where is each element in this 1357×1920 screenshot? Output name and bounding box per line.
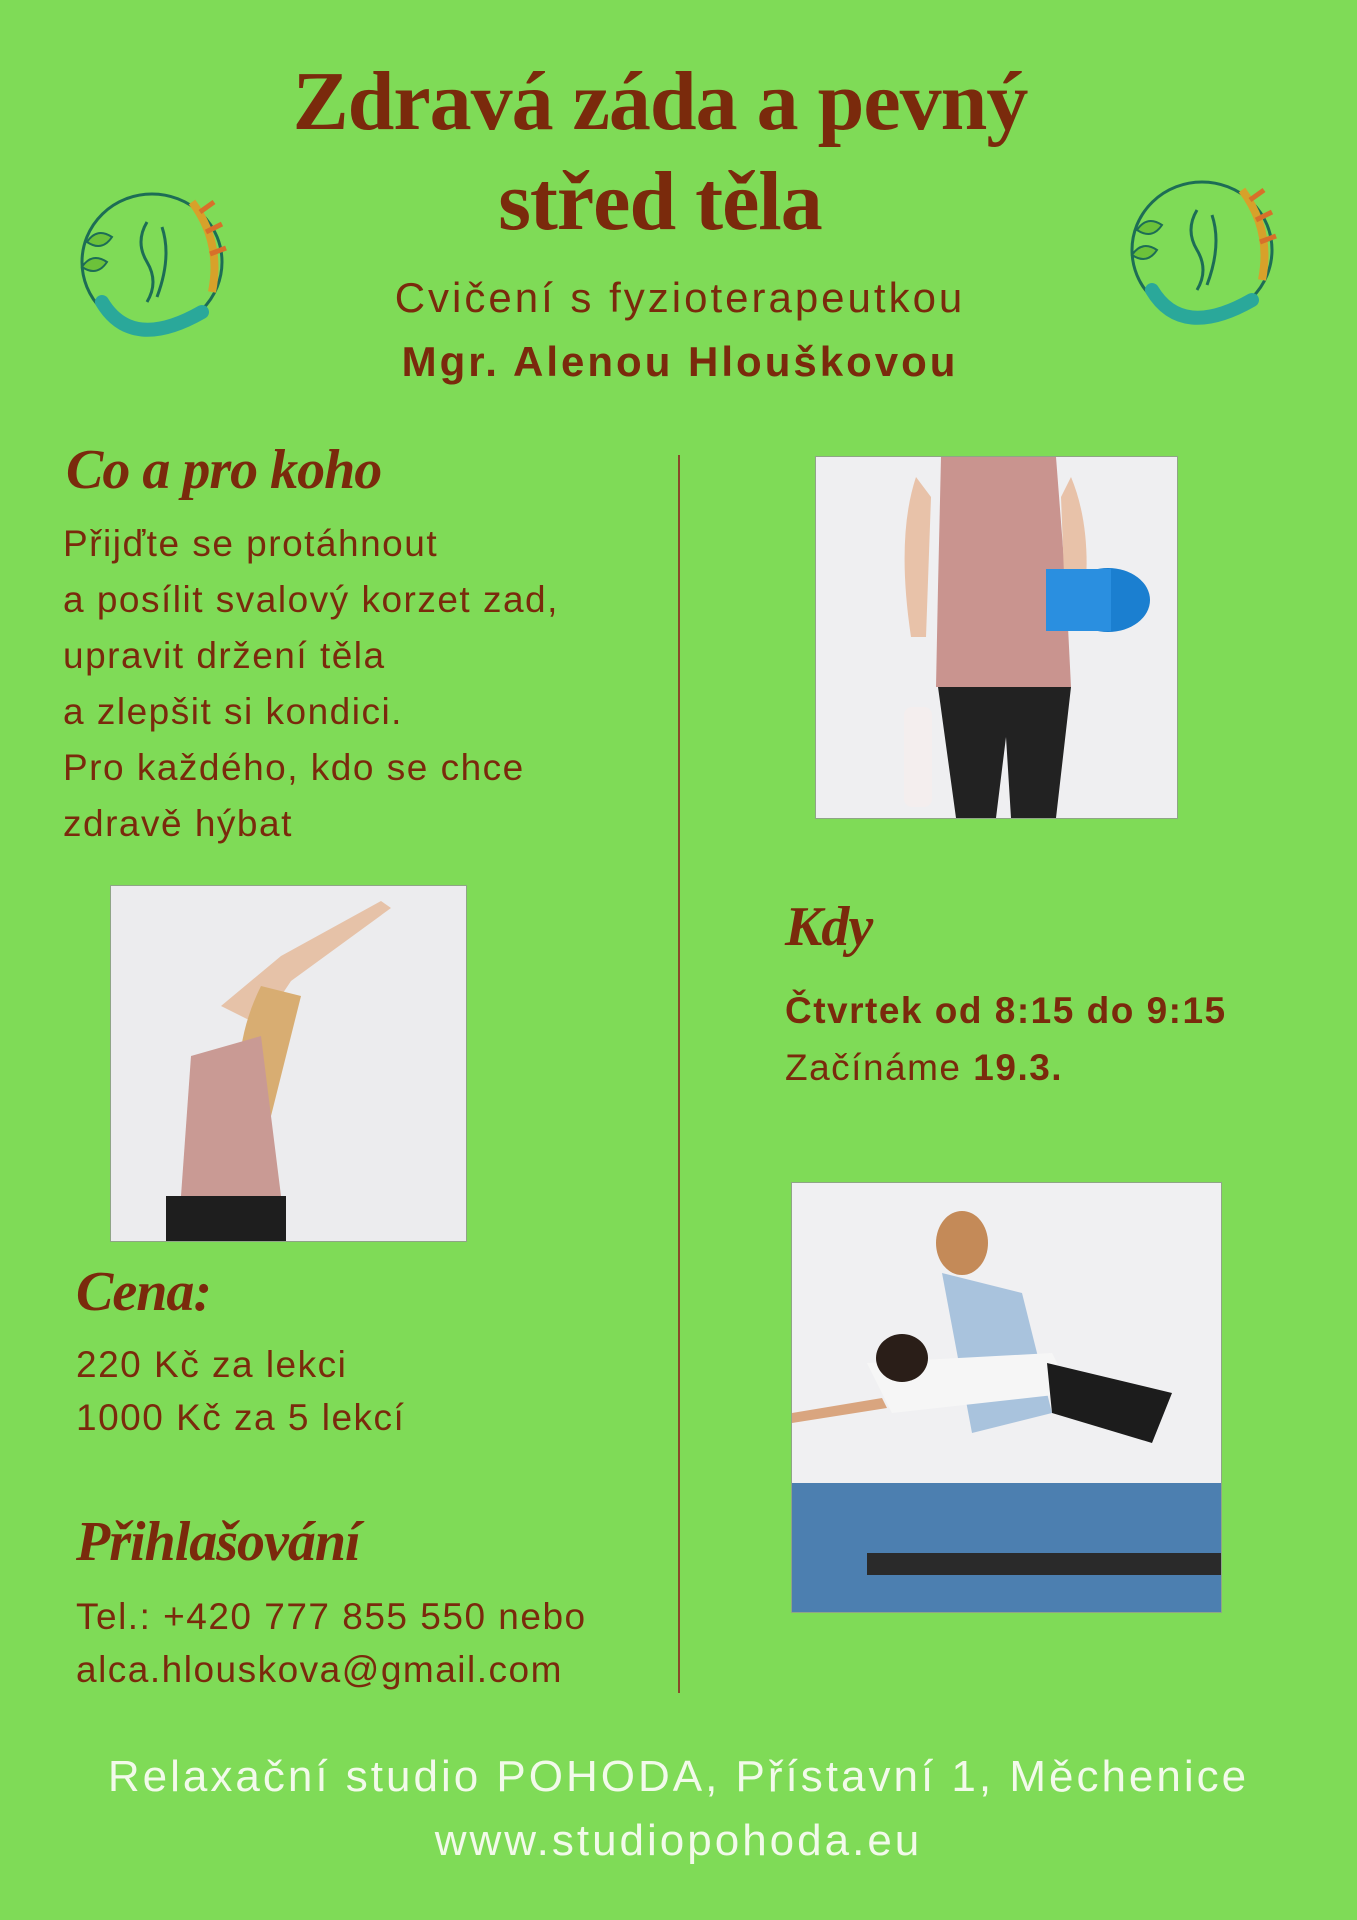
page-title [160, 52, 1160, 252]
subtitle-line-2: Mgr. Alenou Hlouškovou [401, 338, 959, 385]
who-line: a zlepšit si kondici. [63, 691, 403, 732]
who-line: a posílit svalový korzet zad, [63, 579, 559, 620]
title-line-2: střed těla [498, 155, 822, 248]
signup-email[interactable]: alca.hlouskova@gmail.com [76, 1649, 563, 1690]
subtitle-line-1: Cvičení s fyzioterapeutkou [394, 274, 966, 321]
signup-heading: Přihlašování [76, 1511, 360, 1573]
title-line-1: Zdravá záda a pevný [292, 55, 1028, 148]
when-start-date: 19.3. [973, 1047, 1064, 1088]
photo-physiotherapy-session [791, 1182, 1222, 1613]
column-divider [678, 455, 680, 1693]
when-time: Čtvrtek od 8:15 do 9:15 [785, 990, 1227, 1031]
who-line: zdravě hýbat [63, 803, 293, 844]
who-line: upravit držení těla [63, 635, 386, 676]
signup-phone: Tel.: +420 777 855 550 nebo [76, 1596, 587, 1637]
photo-woman-stretching [110, 885, 467, 1242]
price-line-1: 220 Kč za lekci [76, 1344, 348, 1385]
price-heading: Cena: [76, 1261, 211, 1323]
price-line-2: 1000 Kč za 5 lekcí [76, 1397, 406, 1438]
who-line: Přijďte se protáhnout [63, 523, 439, 564]
who-heading: Co a pro koho [66, 439, 382, 501]
who-text [63, 516, 559, 852]
price-text [76, 1338, 405, 1444]
when-heading: Kdy [785, 896, 873, 958]
footer-address: Relaxační studio POHODA, Přístavní 1, Měchenice [107, 1752, 1250, 1801]
who-line: Pro každého, kdo se chce [63, 747, 525, 788]
when-start-label: Začínáme [785, 1047, 962, 1088]
photo-woman-with-mat [815, 456, 1178, 819]
footer-website[interactable]: www.studiopohoda.eu [434, 1816, 923, 1865]
when-start [785, 1040, 1063, 1096]
signup-text [76, 1590, 587, 1696]
